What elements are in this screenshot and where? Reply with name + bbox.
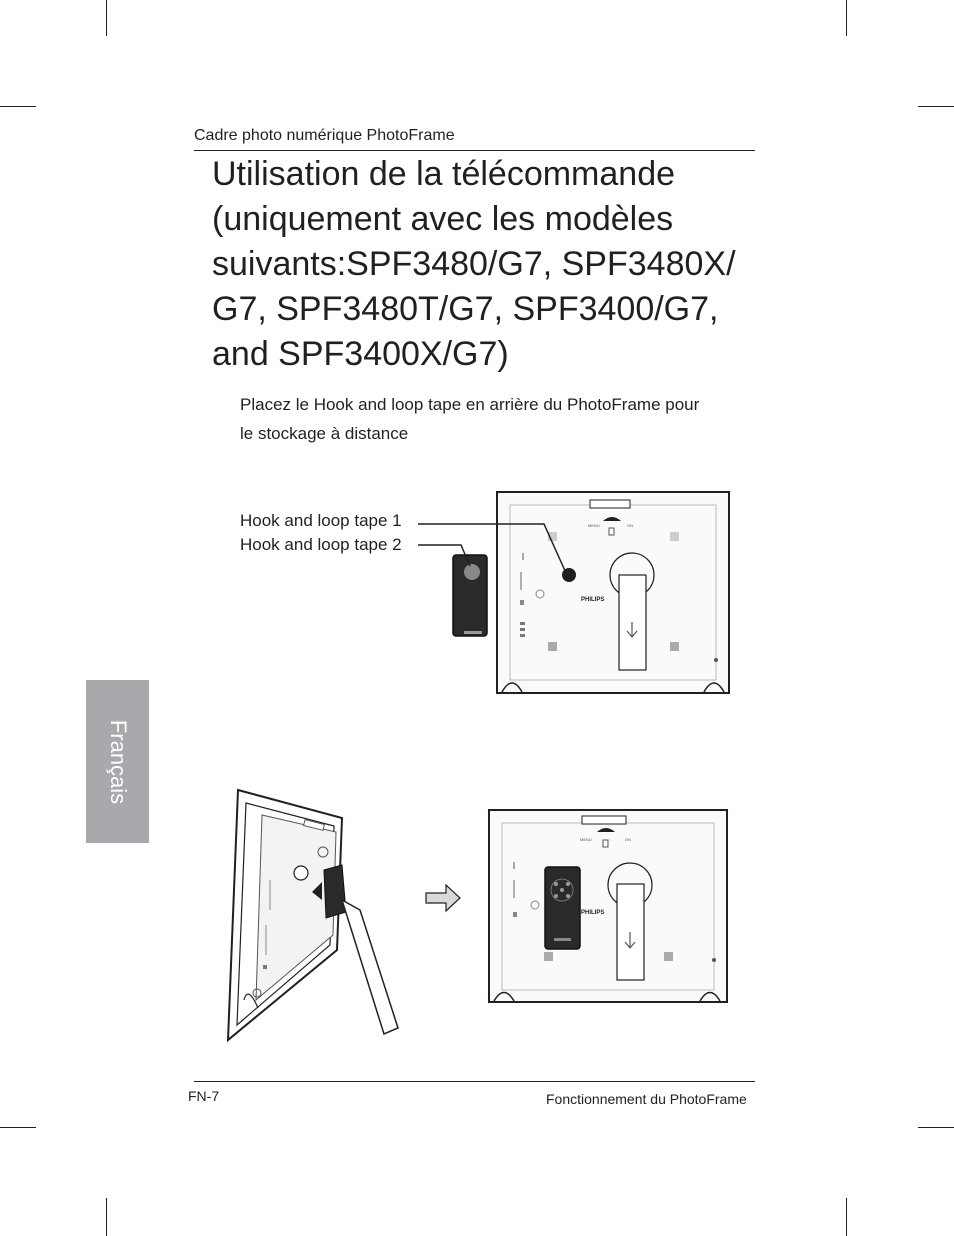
title-line: and SPF3400X/G7): [212, 335, 509, 373]
instruction-line: Placez le Hook and loop tape en arrière du PhotoFrame pour: [240, 395, 700, 414]
brand-logo: PHILIPS: [581, 597, 605, 603]
instruction-line: le stockage à distance: [240, 423, 409, 443]
title-line: Utilisation de la télécommande: [212, 155, 676, 193]
hook-tape-2-dot: [464, 564, 480, 580]
page-number: FN-7: [188, 1088, 220, 1104]
running-header: Cadre photo numérique PhotoFrame: [194, 127, 455, 144]
right-arrow-icon: [426, 885, 460, 911]
remote-control-illustration: [453, 555, 487, 636]
footer-divider: [194, 1081, 755, 1082]
svg-text:MENU: MENU: [588, 523, 600, 528]
brand-logo: PHILIPS: [581, 910, 605, 916]
svg-text:ON: ON: [625, 837, 631, 842]
frame-side-illustration: [228, 790, 398, 1040]
title-line: suivants:SPF3480/G7, SPF3480X/: [212, 245, 736, 283]
title-line: (uniquement avec les modèles: [212, 200, 674, 238]
title-line: G7, SPF3480T/G7, SPF3400/G7,: [212, 290, 719, 328]
language-tab: [86, 680, 149, 843]
frame-back-illustration: [497, 492, 729, 693]
svg-text:MENU: MENU: [580, 837, 592, 842]
callout-tape-1: Hook and loop tape 1: [240, 511, 402, 530]
svg-text:ON: ON: [627, 523, 633, 528]
callout-tape-2: Hook and loop tape 2: [240, 535, 402, 554]
frame-back-with-remote-illustration: [489, 810, 727, 1002]
language-label: Français: [105, 719, 131, 804]
footer-section: Fonctionnement du PhotoFrame: [546, 1091, 747, 1107]
